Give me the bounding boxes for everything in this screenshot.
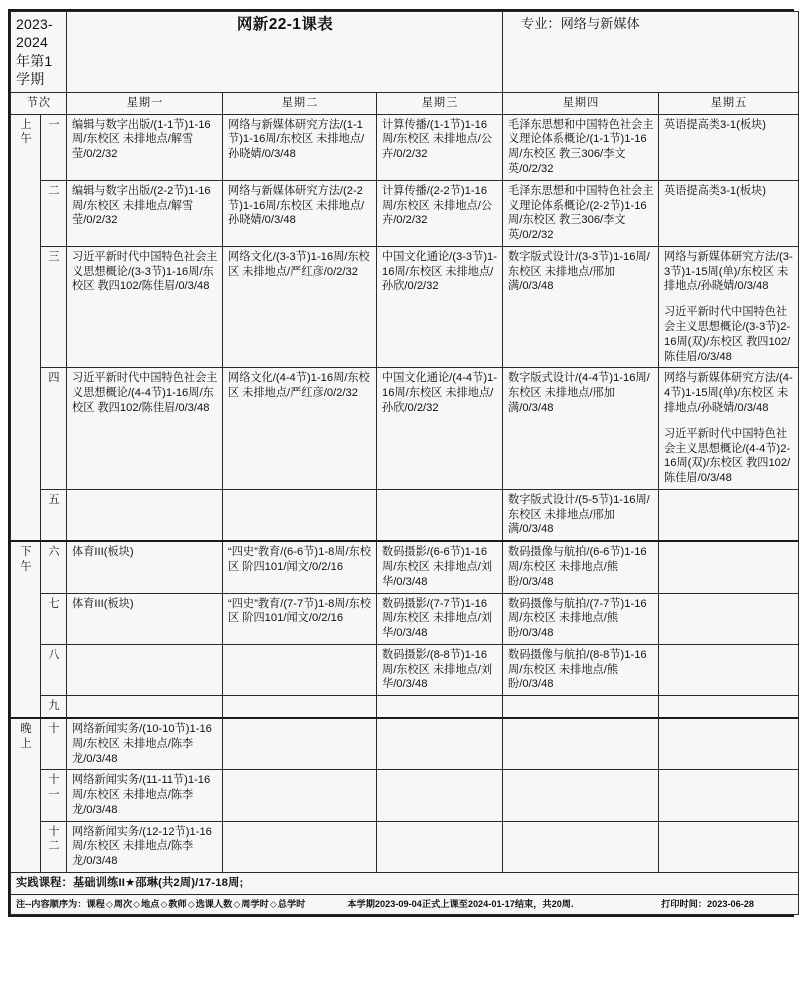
cell-wed-10[interactable] — [377, 718, 503, 770]
cell-mon-11[interactable]: 网络新闻实务/(11-11节)1-16周/东校区 未排地点/陈李龙/0/3/48 — [67, 770, 223, 821]
cell-fri-3[interactable] — [659, 246, 799, 367]
cell-thu-8[interactable]: 数码摄像与航拍/(8-8节)1-16周/东校区 未排地点/熊盼/0/3/48 — [503, 644, 659, 695]
course-entry: 网络与新媒体研究方法/(3-3节)1-15周(单)/东校区 未排地点/孙晓婧/0/3/48 — [664, 250, 793, 293]
cell-thu-6[interactable]: 数码摄像与航拍/(6-6节)1-16周/东校区 未排地点/熊盼/0/3/48 — [503, 541, 659, 593]
cell-mon-12[interactable]: 网络新闻实务/(12-12节)1-16周/东校区 未排地点/陈李龙/0/3/48 — [67, 821, 223, 872]
section-label-morning — [11, 114, 41, 541]
table-row-period-4 — [11, 368, 799, 489]
cell-fri-10[interactable] — [659, 718, 799, 770]
cell-thu-4[interactable]: 数字版式设计/(4-4节)1-16周/东校区 未排地点/邢加满/0/3/48 — [503, 368, 659, 489]
cell-tue-11[interactable] — [223, 770, 377, 821]
column-header-friday: 星期五 — [659, 92, 799, 114]
table-header-row — [11, 92, 799, 114]
table-row-period-2 — [11, 180, 799, 246]
cell-mon-5[interactable] — [67, 489, 223, 541]
note-separator-icon: ◇ — [187, 898, 195, 909]
cell-tue-6[interactable]: “四史”教育/(6-6节)1-8周/东校区 阶四101/闻文/0/2/16 — [223, 541, 377, 593]
period-number-1: 一 — [41, 114, 67, 180]
cell-wed-8[interactable]: 数码摄影/(8-8节)1-16周/东校区 未排地点/刘华/0/3/48 — [377, 644, 503, 695]
cell-thu-9[interactable] — [503, 696, 659, 718]
cell-thu-10[interactable] — [503, 718, 659, 770]
period-number-12 — [41, 821, 67, 872]
cell-tue-4[interactable]: 网络文化/(4-4节)1-16周/东校区 未排地点/严红彦/0/2/32 — [223, 368, 377, 489]
cell-thu-5[interactable]: 数字版式设计/(5-5节)1-16周/东校区 未排地点/邢加满/0/3/48 — [503, 489, 659, 541]
note-separator-icon: ◇ — [269, 898, 277, 909]
print-time-label: 打印时间： — [661, 899, 708, 910]
cell-wed-6[interactable]: 数码摄影/(6-6节)1-16周/东校区 未排地点/刘华/0/3/48 — [377, 541, 503, 593]
table-row-period-1 — [11, 114, 799, 180]
cell-fri-7[interactable] — [659, 593, 799, 644]
note-separator-icon: ◇ — [105, 898, 113, 909]
cell-wed-2[interactable]: 计算传播/(2-2节)1-16周/东校区 未排地点/公卉/0/2/32 — [377, 180, 503, 246]
cell-fri-12[interactable] — [659, 821, 799, 872]
practice-course-row — [11, 873, 799, 895]
course-entry: 习近平新时代中国特色社会主义思想概论/(3-3节)2-16周(双)/东校区 教四102/陈佳眉/0/3/48 — [664, 306, 791, 363]
table-row-period-7 — [11, 593, 799, 644]
section-label-afternoon — [11, 541, 41, 718]
cell-fri-9[interactable] — [659, 696, 799, 718]
cell-tue-2[interactable]: 网络与新媒体研究方法/(2-2节)1-16周/东校区 未排地点/孙晓婧/0/3/48 — [223, 180, 377, 246]
note-separator-icon: ◇ — [233, 898, 241, 909]
cell-fri-1[interactable]: 英语提高类3-1(板块) — [659, 114, 799, 180]
table-row-period-5 — [11, 489, 799, 541]
section-label-evening-char-1: 晚上 — [20, 723, 32, 750]
cell-tue-12[interactable] — [223, 821, 377, 872]
cell-fri-8[interactable] — [659, 644, 799, 695]
cell-thu-11[interactable] — [503, 770, 659, 821]
cell-mon-2[interactable]: 编辑与数字出版/(2-2节)1-16周/东校区 未排地点/解雪莹/0/2/32 — [67, 180, 223, 246]
title-bar — [11, 12, 799, 93]
cell-thu-12[interactable] — [503, 821, 659, 872]
note-prefix: 注--内容顺序为： — [16, 898, 87, 909]
period-number-7: 七 — [41, 593, 67, 644]
note-print-time — [661, 898, 794, 910]
column-header-monday: 星期一 — [67, 92, 223, 114]
major-label: 专业：网络与新媒体 — [503, 12, 799, 93]
course-entry: 习近平新时代中国特色社会主义思想概论/(4-4节)2-16周(双)/东校区 教四102/陈佳眉/0/3/48 — [664, 427, 791, 485]
cell-mon-8[interactable] — [67, 644, 223, 695]
cell-fri-5[interactable] — [659, 489, 799, 541]
cell-wed-11[interactable] — [377, 770, 503, 821]
note-order-item: 课程 — [86, 898, 105, 909]
table-row-period-10 — [11, 718, 799, 770]
cell-fri-6[interactable] — [659, 541, 799, 593]
period-number-9: 九 — [41, 696, 67, 718]
cell-tue-5[interactable] — [223, 489, 377, 541]
note-term-info: 本学期2023-09-04正式上课至2024-01-17结束，共20周. — [347, 899, 574, 910]
cell-tue-3[interactable]: 网络文化/(3-3节)1-16周/东校区 未排地点/严红彦/0/2/32 — [223, 246, 377, 367]
cell-fri-4[interactable] — [659, 368, 799, 489]
note-order-item: 周次 — [113, 898, 133, 909]
cell-wed-1[interactable]: 计算传播/(1-1节)1-16周/东校区 未排地点/公卉/0/2/32 — [377, 114, 503, 180]
cell-wed-12[interactable] — [377, 821, 503, 872]
cell-tue-1[interactable]: 网络与新媒体研究方法/(1-1节)1-16周/东校区 未排地点/孙晓婧/0/3/48 — [223, 114, 377, 180]
section-label-evening — [11, 718, 41, 873]
section-label-morning-char-1: 上午 — [20, 118, 32, 146]
cell-mon-3[interactable]: 习近平新时代中国特色社会主义思想概论/(3-3节)1-16周/东校区 教四102/陈佳眉/0/3/48 — [67, 246, 223, 367]
cell-wed-4[interactable]: 中国文化通论/(4-4节)1-16周/东校区 未排地点/孙欣/0/2/32 — [377, 368, 503, 489]
schedule-table — [10, 11, 799, 915]
section-label-afternoon-char-1: 下午 — [20, 546, 32, 573]
period-number-12-char-1: 十 — [48, 825, 60, 838]
period-number-3: 三 — [41, 246, 67, 367]
page-title: 网新22-1课表 — [67, 12, 503, 93]
note-order-item: 周学时 — [241, 898, 269, 909]
period-number-12-char-2: 二 — [48, 840, 60, 853]
cell-tue-10[interactable] — [223, 718, 377, 770]
cell-wed-9[interactable] — [377, 696, 503, 718]
period-number-6: 六 — [41, 541, 67, 593]
cell-tue-7[interactable]: “四史”教育/(7-7节)1-8周/东校区 阶四101/闻文/0/2/16 — [223, 593, 377, 644]
cell-wed-3[interactable]: 中国文化通论/(3-3节)1-16周/东校区 未排地点/孙欣/0/2/32 — [377, 246, 503, 367]
schedule-sheet — [8, 9, 794, 917]
column-header-tuesday: 星期二 — [223, 92, 377, 114]
period-number-2: 二 — [41, 180, 67, 246]
cell-tue-8[interactable] — [223, 644, 377, 695]
cell-mon-4[interactable]: 习近平新时代中国特色社会主义思想概论/(4-4节)1-16周/东校区 教四102/陈佳眉/0/3/48 — [67, 368, 223, 489]
column-header-thursday: 星期四 — [503, 92, 659, 114]
column-header-period: 节次 — [11, 92, 67, 114]
period-number-5: 五 — [41, 489, 67, 541]
period-number-4: 四 — [41, 368, 67, 489]
period-number-11-char-1: 十 — [48, 774, 60, 787]
table-row-period-8 — [11, 644, 799, 695]
cell-mon-9[interactable] — [67, 696, 223, 718]
cell-mon-6[interactable]: 体育III(板块) — [67, 541, 223, 593]
practice-course-text: 实践课程：基础训练II★邵琳(共2周)/17-18周; — [11, 873, 799, 895]
cell-thu-2[interactable]: 毛泽东思想和中国特色社会主义理论体系概论/(2-2节)1-16周/东校区 教三306/李文英/0/2/32 — [503, 180, 659, 246]
period-number-11-char-2: 一 — [48, 789, 60, 802]
print-time-value: 2023-06-28 — [707, 899, 755, 910]
table-row-period-3 — [11, 246, 799, 367]
period-number-11 — [41, 770, 67, 821]
table-row-period-11 — [11, 770, 799, 821]
cell-thu-7[interactable]: 数码摄像与航拍/(7-7节)1-16周/东校区 未排地点/熊盼/0/3/48 — [503, 593, 659, 644]
cell-mon-10[interactable]: 网络新闻实务/(10-10节)1-16周/东校区 未排地点/陈李龙/0/3/48 — [67, 718, 223, 770]
cell-wed-7[interactable]: 数码摄影/(7-7节)1-16周/东校区 未排地点/刘华/0/3/48 — [377, 593, 503, 644]
table-row-period-6 — [11, 541, 799, 593]
period-number-10: 十 — [41, 718, 67, 770]
cell-fri-2[interactable]: 英语提高类3-1(板块) — [659, 180, 799, 246]
note-order-item: 选课人数 — [195, 898, 233, 909]
cell-mon-1[interactable]: 编辑与数字出版/(1-1节)1-16周/东校区 未排地点/解雪莹/0/2/32 — [67, 114, 223, 180]
note-order-item: 总学时 — [277, 898, 306, 909]
note-order-text — [16, 898, 305, 911]
period-number-8: 八 — [41, 644, 67, 695]
term-label: 2023-2024年第1学期 — [11, 12, 67, 93]
note-separator-icon: ◇ — [160, 898, 168, 909]
course-entry: 网络与新媒体研究方法/(4-4节)1-15周(单)/东校区 未排地点/孙晓婧/0/3/48 — [664, 372, 793, 414]
cell-thu-3[interactable]: 数字版式设计/(3-3节)1-16周/东校区 未排地点/邢加满/0/3/48 — [503, 246, 659, 367]
cell-tue-9[interactable] — [223, 696, 377, 718]
table-row-period-12 — [11, 821, 799, 872]
note-order-item: 地点 — [141, 898, 160, 909]
cell-thu-1[interactable]: 毛泽东思想和中国特色社会主义理论体系概论/(1-1节)1-16周/东校区 教三306/李文英/0/2/32 — [503, 114, 659, 180]
footer-note-row — [11, 894, 799, 914]
note-separator-icon: ◇ — [133, 898, 141, 909]
cell-mon-7[interactable]: 体育III(板块) — [67, 593, 223, 644]
column-header-wednesday: 星期三 — [377, 92, 503, 114]
cell-wed-5[interactable] — [377, 489, 503, 541]
table-row-period-9 — [11, 696, 799, 718]
cell-fri-11[interactable] — [659, 770, 799, 821]
note-order-item: 教师 — [168, 898, 187, 909]
